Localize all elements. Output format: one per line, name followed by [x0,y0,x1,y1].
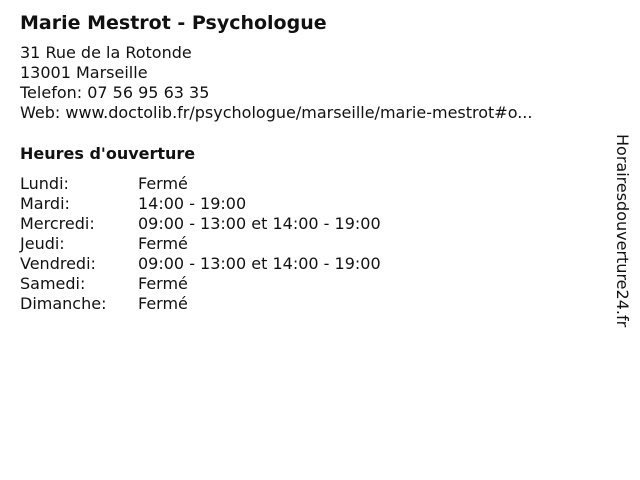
hours-time: Fermé [138,294,188,313]
hours-day: Samedi: [20,274,86,293]
hours-row [20,274,381,294]
hours-day: Lundi: [20,174,69,193]
hours-time: Fermé [138,274,188,293]
site-watermark: Horairesdouverture24.fr [613,134,632,328]
contact-block [20,43,532,123]
hours-row [20,294,381,314]
hours-time: 14:00 - 19:00 [138,194,247,213]
hours-day: Mercredi: [20,214,95,233]
hours-time: 09:00 - 13:00 et 14:00 - 19:00 [138,214,381,233]
page-title: Marie Mestrot - Psychologue [20,12,327,34]
hours-heading: Heures d'ouverture [20,144,196,163]
hours-day: Vendredi: [20,254,96,273]
phone-number: Telefon: 07 56 95 63 35 [20,83,210,102]
hours-row [20,234,381,254]
hours-row [20,254,381,274]
hours-day: Dimanche: [20,294,107,313]
hours-day: Jeudi: [20,234,65,253]
opening-hours-list [20,174,381,314]
street-address: 31 Rue de la Rotonde [20,43,192,62]
hours-time: 09:00 - 13:00 et 14:00 - 19:00 [138,254,381,273]
city-address: 13001 Marseille [20,63,148,82]
hours-day: Mardi: [20,194,70,213]
hours-time: Fermé [138,174,188,193]
hours-row [20,174,381,194]
hours-time: Fermé [138,234,188,253]
hours-row [20,194,381,214]
hours-row [20,214,381,234]
website-link: Web: www.doctolib.fr/psychologue/marseille/marie-mestrot#o... [20,103,533,122]
